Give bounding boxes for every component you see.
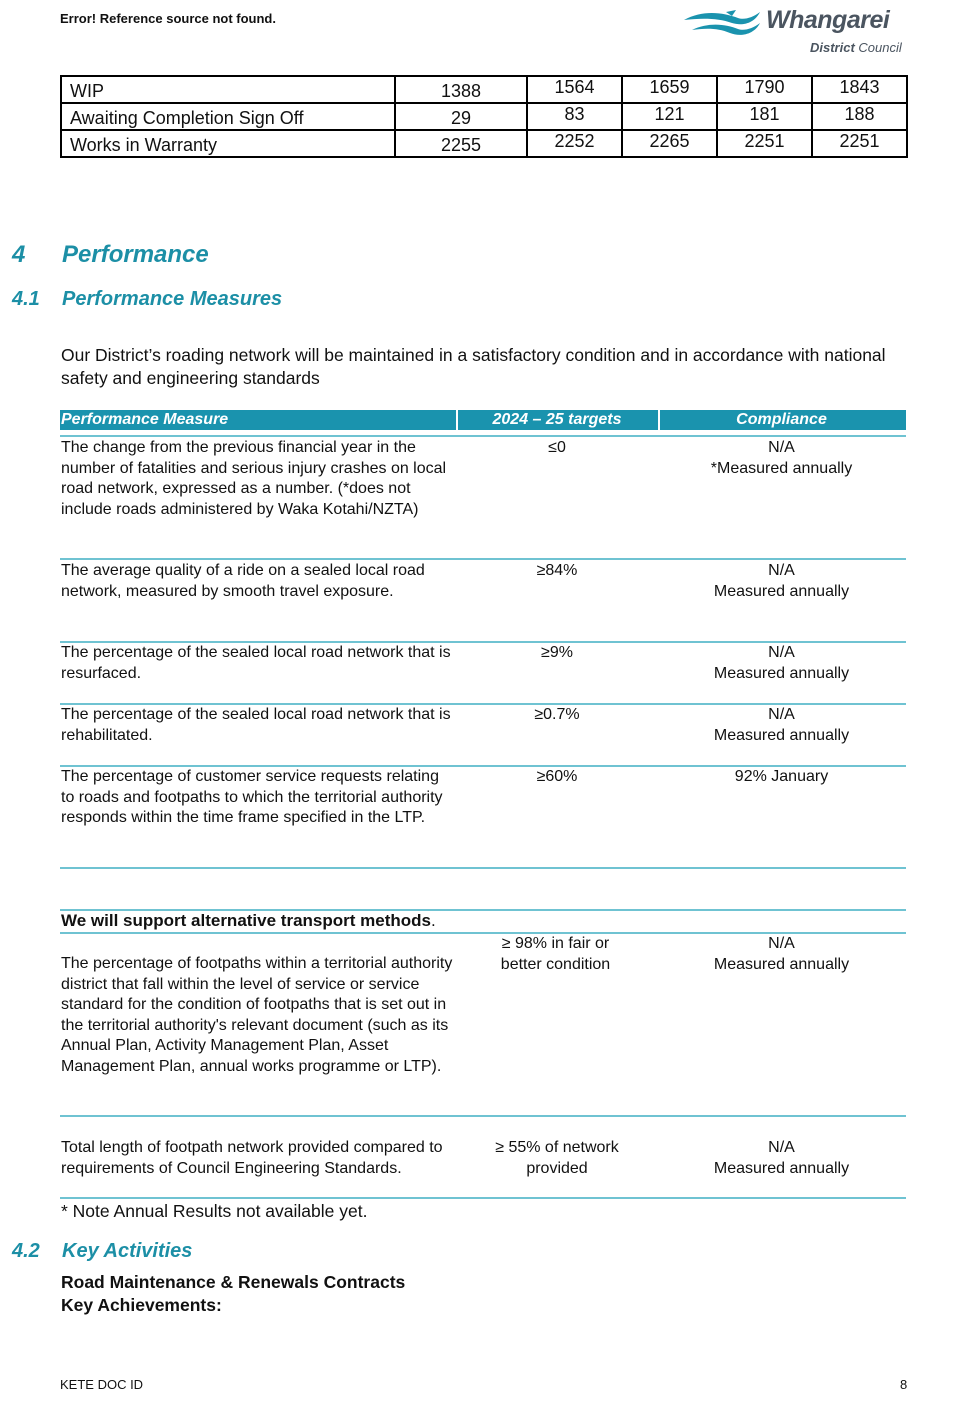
row-divider xyxy=(60,1197,906,1199)
footer-doc-id: KETE DOC ID xyxy=(60,1377,144,1392)
target-value: ≤0 xyxy=(548,439,566,456)
subsection-heading-key-activities xyxy=(12,1240,192,1263)
footer-page-number: 8 xyxy=(900,1377,908,1392)
annual-results-note: * Note Annual Results not available yet. xyxy=(61,1201,368,1221)
works-status-table xyxy=(60,75,908,158)
table-cell: 1564 xyxy=(527,76,622,103)
compliance-value: N/A Measured annually xyxy=(713,706,850,744)
table-cell: 121 xyxy=(622,103,717,130)
table-cell: 2251 xyxy=(717,130,812,157)
alternative-transport-heading: We will support alternative transport methods. xyxy=(61,911,436,930)
table-cell: 181 xyxy=(717,103,812,130)
compliance-value: N/A Measured annually xyxy=(713,935,850,973)
compliance-value: N/A Measured annually xyxy=(713,644,850,682)
table-cell: 1659 xyxy=(622,76,717,103)
council-logo xyxy=(682,6,922,58)
key-achievements-heading: Road Maintenance & Renewals Contracts Key Achievements: xyxy=(61,1272,406,1315)
table-row xyxy=(61,76,907,103)
row-divider xyxy=(60,435,906,437)
section-title: Performance xyxy=(62,241,209,268)
table-cell: 2251 xyxy=(812,130,907,157)
table-row xyxy=(61,130,907,157)
measure-text: The average quality of a ride on a sealed local road network, measured by smooth travel exposure. xyxy=(61,562,425,600)
measure-text: Total length of footpath network provided compared to requirements of Council Engineering Standards. xyxy=(61,1139,443,1177)
compliance-value: 92% January xyxy=(734,768,829,785)
measure-text: The change from the previous financial year in the number of fatalities and serious injury crashes on local road network, expressed as a number. (*does not include roads administered by Waka Kotahi/NZTA) xyxy=(61,439,447,518)
target-value: ≥ 98% in fair or better condition xyxy=(500,935,611,973)
performance-table-header xyxy=(60,410,906,430)
table-cell: 188 xyxy=(812,103,907,130)
header-compliance: Compliance xyxy=(736,411,827,428)
table-cell: 2265 xyxy=(622,130,717,157)
target-value: ≥ 55% of network provided xyxy=(495,1139,619,1177)
table-cell: 2255 xyxy=(395,130,527,157)
row-divider xyxy=(60,1115,906,1117)
compliance-value: N/A Measured annually xyxy=(713,562,850,600)
row-divider xyxy=(60,558,906,560)
table-cell: 83 xyxy=(527,103,622,130)
logo-wave-icon xyxy=(682,8,764,42)
measure-text: The percentage of the sealed local road network that is rehabilitated. xyxy=(61,706,451,744)
measure-text: The percentage of the sealed local road network that is resurfaced. xyxy=(61,644,451,682)
section-title: Performance Measures xyxy=(62,288,283,310)
target-value: ≥0.7% xyxy=(534,706,580,723)
subsection-heading-performance-measures xyxy=(12,288,282,311)
intro-paragraph: Our District’s roading network will be maintained in a satisfactory condition and in accordance with national safety and engineering standards xyxy=(61,345,886,388)
logo-subtitle: District Council xyxy=(810,40,902,55)
measure-text: The percentage of footpaths within a territorial authority district that fall within the level of service or service standard for the condition of footpaths that is set out in the territorial authority's relevant document (such as its Annual Plan, Activity Management Plan, Asset Management Plan, annual works programme or LTP). xyxy=(61,955,453,1075)
row-label: Awaiting Completion Sign Off xyxy=(61,103,395,130)
section-number: 4.1 xyxy=(12,288,40,310)
compliance-value: N/A *Measured annually xyxy=(710,439,853,477)
table-cell: 1843 xyxy=(812,76,907,103)
logo-wordmark: Whangarei xyxy=(766,6,890,34)
compliance-value: N/A Measured annually xyxy=(713,1139,850,1177)
target-value: ≥60% xyxy=(536,768,578,785)
table-cell: 1388 xyxy=(395,76,527,103)
measure-text: The percentage of customer service requests relating to roads and footpaths to which the territorial authority responds within the time frame specified in the LTP. xyxy=(61,768,443,826)
section-heading-performance xyxy=(12,241,209,269)
table-cell: 2252 xyxy=(527,130,622,157)
section-number: 4.2 xyxy=(12,1240,40,1262)
section-title: Key Activities xyxy=(62,1240,193,1262)
section-number: 4 xyxy=(12,241,26,268)
target-value: ≥9% xyxy=(541,644,573,661)
header-measure: Performance Measure xyxy=(61,411,229,428)
target-value: ≥84% xyxy=(536,562,578,579)
header-error-note: Error! Reference source not found. xyxy=(60,11,276,26)
header-targets: 2024 – 25 targets xyxy=(492,411,622,428)
row-label: WIP xyxy=(61,76,395,103)
table-cell: 1790 xyxy=(717,76,812,103)
row-label: Works in Warranty xyxy=(61,130,395,157)
table-row xyxy=(61,103,907,130)
table-cell: 29 xyxy=(395,103,527,130)
row-divider xyxy=(60,867,906,869)
